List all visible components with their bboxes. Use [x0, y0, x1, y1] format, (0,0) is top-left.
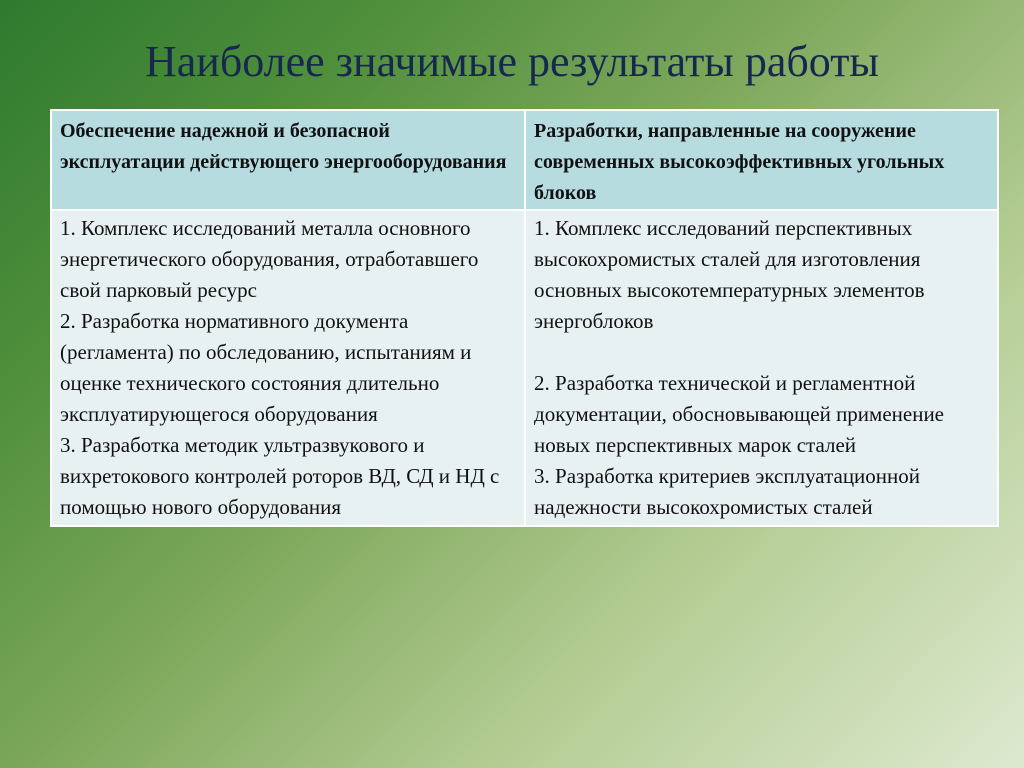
right-column-cell: [525, 210, 998, 526]
table-body-row: [51, 210, 998, 526]
results-table: [50, 109, 999, 527]
right-item-3: 3. Разработка критериев эксплуатационной надежности высокохромистых сталей: [534, 464, 921, 519]
blank-line: [534, 337, 989, 368]
left-item-1: 1. Комплекс исследований металла основного энергетического оборудования, отработавшего свой парковый ресурс: [60, 216, 479, 302]
header-coal-units-development: Разработки, направленные на сооружение современных высокоэффективных угольных блоков: [525, 110, 998, 210]
right-item-1: 1. Комплекс исследований перспективных высокохромистых сталей для изготовления основных высокотемпературных элементов энергоблоков: [534, 216, 925, 333]
left-item-2: 2. Разработка нормативного документа (регламента) по обследованию, испытаниям и оценке технического состояния длительно эксплуатирующегося оборудования: [60, 309, 472, 426]
slide-title: Наиболее значимые результаты работы: [145, 37, 879, 86]
table-header-row: [51, 110, 998, 210]
left-column-cell: [51, 210, 525, 526]
right-item-2: 2. Разработка технической и регламентной документации, обосновывающей применение новых перспективных марок сталей: [534, 371, 945, 457]
header-reliable-operation: Обеспечение надежной и безопасной эксплуатации действующего энергооборудования: [51, 110, 525, 210]
left-item-3: 3. Разработка методик ультразвукового и вихретокового контролей роторов ВД, СД и НД с помощью нового оборудования: [60, 433, 500, 519]
